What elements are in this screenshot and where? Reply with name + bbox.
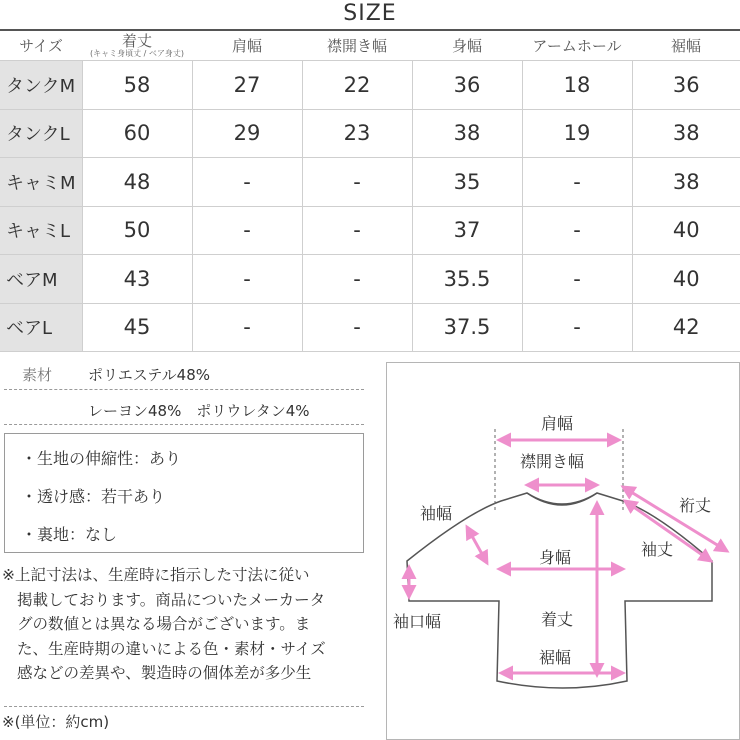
material-line-2: レーヨン48% ポリウレタン4%: [88, 402, 310, 420]
cell: 35: [412, 158, 522, 207]
property-sheerness: ・透け感：若干あり: [21, 487, 166, 506]
cell: 38: [632, 158, 740, 207]
size-notes: [2, 563, 364, 686]
note-line: ※上記寸法は、生産時に指示した寸法に従い: [2, 566, 310, 584]
cell: -: [302, 303, 412, 352]
cell: 35.5: [412, 255, 522, 304]
label-sleeve-length: 袖丈: [641, 540, 674, 559]
label-hem: 裾幅: [539, 648, 572, 667]
size-table: [0, 31, 740, 352]
header-size: サイズ: [0, 31, 82, 61]
cell: 22: [302, 61, 412, 110]
cell: -: [192, 255, 302, 304]
dashed-divider: [4, 424, 364, 425]
cell: 29: [192, 109, 302, 158]
unit-note: ※(単位：約cm): [2, 713, 110, 731]
label-sleeve-width: 袖幅: [420, 504, 453, 523]
cell: 40: [632, 255, 740, 304]
cell: 48: [82, 158, 192, 207]
label-yuki: 裄丈: [679, 496, 712, 515]
cell: -: [522, 303, 632, 352]
cell: 37.5: [412, 303, 522, 352]
table-row: [0, 206, 740, 255]
cell: 38: [412, 109, 522, 158]
cell: 58: [82, 61, 192, 110]
label-shoulder: 肩幅: [541, 414, 574, 433]
garment-diagram-svg: [387, 363, 739, 739]
header-shoulder: 肩幅: [192, 31, 302, 61]
label-cuff: 袖口幅: [393, 612, 442, 631]
header-length: 着丈 (キャミ身頃丈 / ベア身丈): [82, 31, 192, 61]
fabric-properties-box: [4, 433, 364, 553]
row-label: ベアL: [0, 303, 82, 352]
header-armhole: アームホール: [522, 31, 632, 61]
cell: -: [522, 255, 632, 304]
header-body-width: 身幅: [412, 31, 522, 61]
measurement-diagram: [386, 362, 740, 740]
table-header-row: [0, 31, 740, 61]
note-line: 掲載しております。商品についたメーカータ: [17, 590, 326, 609]
size-title: SIZE: [343, 1, 397, 26]
label-body-width: 身幅: [539, 548, 572, 567]
cell: -: [192, 206, 302, 255]
row-label: タンクM: [0, 61, 82, 110]
yuki-arrow: [623, 487, 727, 551]
table-row: [0, 61, 740, 110]
cell: 18: [522, 61, 632, 110]
sleeve-width-arrow: [467, 527, 487, 563]
label-neck: 襟開き幅: [520, 452, 585, 471]
note-line: 感などの差異や、製造時の個体差が多少生: [17, 664, 312, 682]
row-label: ベアM: [0, 255, 82, 304]
material-label: 素材: [22, 366, 53, 384]
cell: 40: [632, 206, 740, 255]
cell: -: [522, 158, 632, 207]
cell: 43: [82, 255, 192, 304]
note-line: た、生産時期の違いによる色・素材・サイズ: [17, 639, 326, 658]
material-line-1: ポリエステル48%: [88, 366, 210, 384]
cell: 27: [192, 61, 302, 110]
cell: -: [302, 255, 412, 304]
table-row: [0, 303, 740, 352]
table-row: [0, 158, 740, 207]
row-label: キャミM: [0, 158, 82, 207]
dashed-divider: [4, 706, 364, 707]
property-lining: ・裏地：なし: [21, 525, 118, 544]
cell: -: [302, 158, 412, 207]
row-label: キャミL: [0, 206, 82, 255]
cell: 36: [412, 61, 522, 110]
header-hem-width: 裾幅: [632, 31, 740, 61]
cell: -: [192, 158, 302, 207]
cell: 60: [82, 109, 192, 158]
cell: 38: [632, 109, 740, 158]
cell: 36: [632, 61, 740, 110]
cell: 42: [632, 303, 740, 352]
cell: -: [192, 303, 302, 352]
header-neck-width: 襟開き幅: [302, 31, 412, 61]
cell: 45: [82, 303, 192, 352]
cell: -: [302, 206, 412, 255]
cell: 37: [412, 206, 522, 255]
dashed-divider: [4, 389, 364, 390]
cell: 19: [522, 109, 632, 158]
property-stretch: ・生地の伸縮性：あり: [21, 449, 182, 468]
row-label: タンクL: [0, 109, 82, 158]
table-row: [0, 109, 740, 158]
cell: 23: [302, 109, 412, 158]
label-length: 着丈: [541, 610, 574, 629]
neckline-shape: [527, 493, 597, 504]
cell: 50: [82, 206, 192, 255]
table-row: [0, 255, 740, 304]
cell: -: [522, 206, 632, 255]
note-line: グの数値とは異なる場合がございます。ま: [17, 615, 311, 633]
